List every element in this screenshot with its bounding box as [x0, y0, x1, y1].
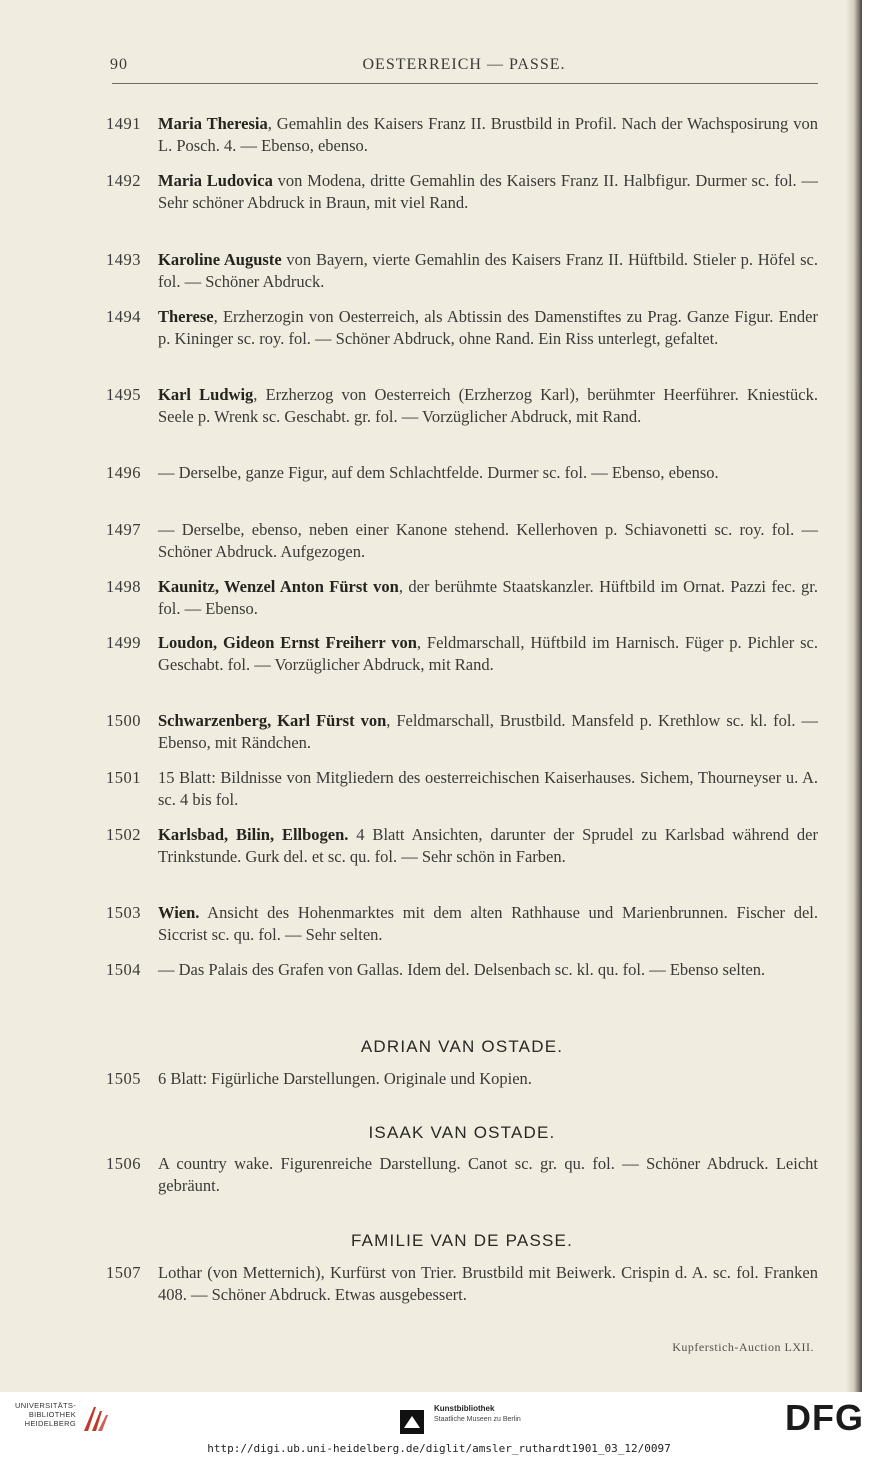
entry-name: Maria Ludovica [158, 171, 273, 190]
entry-text: Ansicht des Hohenmarktes mit dem alten Rathhause und Marienbrunnen. Fischer del. Siccrist sc. qu. fol. — Sehr selten. [158, 903, 818, 944]
entry-number: 1506 [106, 1154, 141, 1173]
entry-name: Therese [158, 307, 214, 326]
entry-text: , Erzherzogin von Oesterreich, als Abtissin des Damenstiftes zu Prag. Ganze Figur. Ender p. Kininger sc. roy. fol. — Schöner Abdruck, ohne Rand. Ein Riss unterlegt, gefaltet. [158, 307, 818, 348]
entry-text: , Gemahlin des Kaisers Franz II. Brustbild in Profil. Nach der Wachsposirung von L. Posch. 4. — Ebenso, ebenso. [158, 114, 818, 155]
kunstbibliothek-emblem-icon [400, 1410, 424, 1434]
entry-text: 6 Blatt: Figürliche Darstellungen. Originale und Kopien. [158, 1069, 532, 1088]
catalogue-entry [106, 767, 818, 810]
entry-name: Loudon, Gideon Ernst Freiherr von [158, 633, 417, 652]
catalogue-entry [106, 113, 818, 156]
library-emblem-icon [80, 1403, 110, 1433]
catalogue-entry [106, 710, 818, 753]
signature-mark: Kupferstich-Auction LXII. [672, 1340, 814, 1354]
entry-text: von Modena, dritte Gemahlin des Kaisers Franz II. Halbfigur. Durmer sc. fol. — Sehr schöner Abdruck in Braun, mit viel Rand. [158, 171, 818, 212]
entry-number: 1504 [106, 960, 141, 979]
entry-text: , Erzherzog von Oesterreich (Erzherzog Karl), berühmter Heerführer. Kniestück. Seele p. Wrenk sc. Geschabt. gr. fol. — Vorzüglicher Abdruck, mit Rand. [158, 385, 818, 426]
section-heading: ADRIAN VAN OSTADE. [360, 1037, 564, 1056]
entry-text: A country wake. Figurenreiche Darstellung. Canot sc. gr. qu. fol. — Schöner Abdruck. Leicht gebräunt. [158, 1154, 818, 1195]
kunstbibliothek-logo[interactable] [400, 1404, 560, 1434]
entry-number: 1495 [106, 385, 141, 404]
entry-name: Karoline Auguste [158, 250, 282, 269]
entry-name: Karl Ludwig [158, 385, 254, 404]
catalogue-entry [106, 170, 818, 213]
footer-band [0, 1392, 878, 1440]
entry-text: , der berühmte Staatskanzler. Hüftbild im Ornat. Pazzi fec. gr. fol. — Ebenso. [158, 577, 818, 618]
running-head: OESTERREICH — PASSE. [362, 56, 566, 73]
entry-number: 1502 [106, 825, 141, 844]
source-url-link[interactable]: http://digi.ub.uni-heidelberg.de/diglit/amsler_ruthardt1901_03_12/0097 [207, 1442, 671, 1455]
entry-number: 1499 [106, 633, 141, 652]
catalogue-entry [106, 824, 818, 867]
entry-number: 1501 [106, 768, 141, 787]
entry-number: 1494 [106, 307, 141, 326]
catalogue-entry [106, 384, 818, 427]
entry-name: Kaunitz, Wenzel Anton Fürst von [158, 577, 399, 596]
entry-name: Wien. [158, 903, 200, 922]
entry-number: 1505 [106, 1069, 141, 1088]
entry-name: Karlsbad, Bilin, Ellbogen. [158, 825, 349, 844]
catalogue-entry [106, 462, 818, 484]
section-heading: ISAAK VAN OSTADE. [368, 1123, 556, 1142]
entry-number: 1500 [106, 711, 141, 730]
university-library-name: UNIVERSITÄTS- BIBLIOTHEK HEIDELBERG [15, 1401, 76, 1428]
university-library-logo[interactable] [12, 1401, 112, 1435]
catalogue-entry [106, 1262, 818, 1305]
entry-number: 1498 [106, 577, 141, 596]
dfg-logo[interactable]: DFG [785, 1397, 864, 1438]
kunstbibliothek-subtitle: Staatliche Museen zu Berlin [434, 1416, 521, 1423]
entry-name: Maria Theresia [158, 114, 268, 133]
entry-number: 1496 [106, 463, 141, 482]
entry-number: 1493 [106, 250, 141, 269]
entry-number: 1491 [106, 114, 141, 133]
page-edge-shadow [846, 0, 862, 1392]
catalogue-entry [106, 632, 818, 675]
kunstbibliothek-name: Kunstbibliothek [434, 1404, 495, 1413]
entry-text: 15 Blatt: Bildnisse von Mitgliedern des oesterreichischen Kaiserhauses. Sichem, Thourneyser u. A. sc. 4 bis fol. [158, 768, 818, 809]
entry-text: — Derselbe, ganze Figur, auf dem Schlachtfelde. Durmer sc. fol. — Ebenso, ebenso. [158, 463, 719, 482]
entry-text: von Bayern, vierte Gemahlin des Kaisers Franz II. Hüftbild. Stieler p. Höfel sc. fol. — Schöner Abdruck. [158, 250, 818, 291]
entry-text: , Feldmarschall, Hüftbild im Harnisch. Füger p. Pichler sc. Geschabt. fol. — Vorzüglicher Abdruck, mit Rand. [158, 633, 818, 674]
entry-number: 1492 [106, 171, 141, 190]
catalogue-entry [106, 576, 818, 619]
page-number: 90 [110, 56, 128, 73]
entry-name: Schwarzenberg, Karl Fürst von [158, 711, 387, 730]
catalogue-entry [106, 249, 818, 292]
catalogue-entry [106, 902, 818, 945]
entry-number: 1507 [106, 1263, 141, 1282]
catalogue-entry [106, 1068, 818, 1090]
entry-text: — Das Palais des Grafen von Gallas. Idem del. Delsenbach sc. kl. qu. fol. — Ebenso selten. [158, 960, 766, 979]
entry-number: 1497 [106, 520, 141, 539]
entry-text: , Feldmarschall, Brustbild. Mansfeld p. Krethlow sc. kl. fol. — Ebenso, mit Rändchen. [158, 711, 818, 752]
section-heading: FAMILIE VAN DE PASSE. [350, 1231, 574, 1250]
entry-text: — Derselbe, ebenso, neben einer Kanone stehend. Kellerhoven p. Schiavonetti sc. roy. fol. — Schöner Abdruck. Aufgezogen. [158, 520, 818, 561]
catalogue-entry [106, 306, 818, 349]
catalogue-entry [106, 959, 818, 981]
catalogue-entry [106, 519, 818, 562]
entry-text: Lothar (von Metternich), Kurfürst von Trier. Brustbild mit Beiwerk. Crispin d. A. sc. fol. Franken 408. — Schöner Abdruck. Etwas ausgebessert. [158, 1263, 818, 1304]
entry-number: 1503 [106, 903, 141, 922]
catalogue-entry [106, 1153, 818, 1196]
entry-text: 4 Blatt Ansichten, darunter der Sprudel zu Karlsbad während der Trinkstunde. Gurk del. et sc. qu. fol. — Sehr schön in Farben. [158, 825, 819, 866]
